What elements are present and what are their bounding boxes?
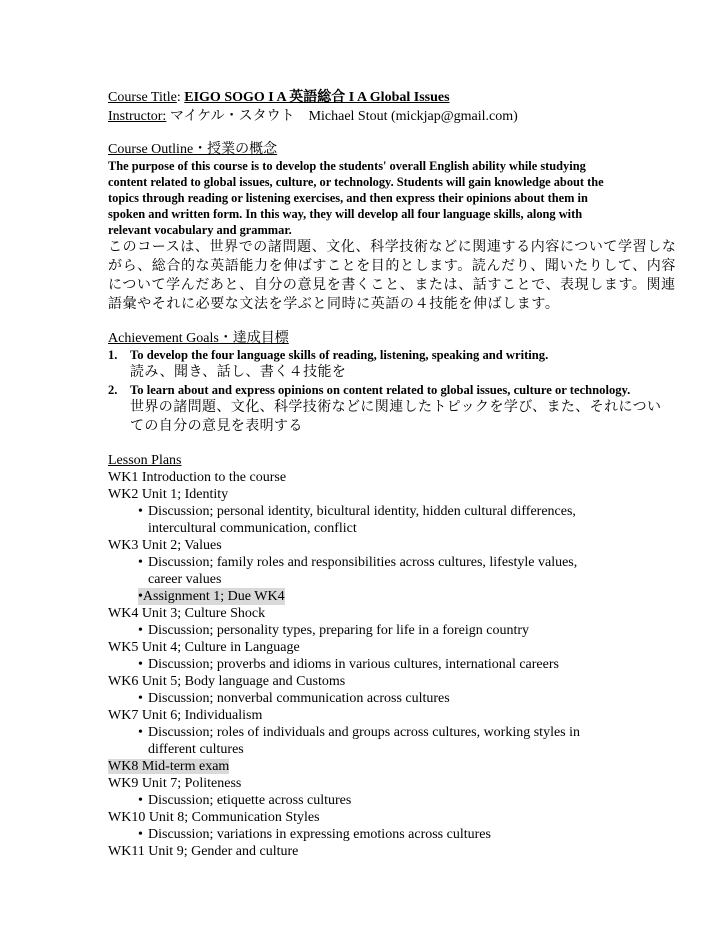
bullet-dot: • [138,589,143,604]
bullet-continuation: intercultural communication, conflict [148,521,357,536]
week-title: WK10 Unit 8; Communication Styles [108,810,320,825]
bullet-dot: • [138,691,143,706]
outline-japanese-line: 語彙やそれに必要な文法を学ぶと同時に英語の４技能を伸ばします。 [108,297,560,312]
bullet-dot: • [138,504,143,519]
week-title: WK5 Unit 4; Culture in Language [108,640,300,655]
week-title: WK3 Unit 2; Values [108,538,222,553]
goal-japanese: 世界の諸問題、文化、科学技術などに関連したトピックを学び、また、それについ [130,400,662,415]
goal-english: To develop the four language skills of reading, listening, speaking and writing. [130,348,549,362]
outline-english-line: relevant vocabulary and grammar. [108,223,292,237]
outline-japanese-line: がら、総合的な英語能力を伸ばすことを目的とします。読んだり、聞いたりして、内容 [108,259,676,274]
bullet-text: Discussion; etiquette across cultures [148,793,352,808]
bullet-text: Discussion; proverbs and idioms in various cultures, international careers [148,657,559,672]
week-bullet [108,792,708,809]
bullet-text: Discussion; nonverbal communication across cultures [148,691,450,706]
outline-japanese-line: このコースは、世界での諸問題、文化、科学技術などに関連する内容について学習しな [108,240,677,255]
goal-item [108,382,708,436]
bullet-dot: • [138,555,143,570]
week-title: WK1 Introduction to the course [108,470,287,485]
week-bullet [108,826,708,843]
week-title: WK2 Unit 1; Identity [108,487,229,502]
course-title-separator: : [176,90,185,105]
bullet-continuation: career values [148,572,222,587]
week-bullet [108,690,708,707]
course-title-value: EIGO SOGO I A 英語総合 I A Global Issues [184,90,450,105]
goal-number: 1. [108,348,118,362]
spacer [108,436,708,452]
outline-english-line: spoken and written form. In this way, they will develop all four language skills, along with [108,207,583,221]
spacer [108,314,708,330]
bullet-text: Assignment 1; Due WK4 [142,589,285,604]
course-title-line [108,89,708,106]
week-bullet [108,503,708,520]
outline-english-line: The purpose of this course is to develop the students' overall English ability while studying [108,159,586,173]
bullet-text: Discussion; roles of individuals and groups across cultures, working styles in [148,725,581,740]
course-title-label: Course Title [108,90,177,105]
week-bullet [108,622,708,639]
bullet-dot: • [138,793,143,808]
instructor-value: マイケル・スタウト Michael Stout (mickjap@gmail.com) [166,109,518,124]
outline-japanese-line: について学んだあと、自分の意見を書くこと、または、話すことで、表現します。関連 [108,278,676,293]
week-title: WK4 Unit 3; Culture Shock [108,606,266,621]
bullet-text: Discussion; variations in expressing emotions across cultures [148,827,491,842]
instructor-label: Instructor: [108,109,167,124]
bullet-text: Discussion; personal identity, bicultural identity, hidden cultural differences, [148,504,576,519]
bullet-continuation: different cultures [148,742,244,757]
week-bullet [108,656,708,673]
bullet-dot: • [138,623,143,638]
instructor-line [108,108,708,125]
document-page [108,89,708,860]
week-bullet [108,724,708,741]
goal-item [108,347,708,382]
outline-japanese [108,238,708,314]
week-title: WK8 Mid-term exam [108,759,230,774]
lessons-heading: Lesson Plans [108,453,182,468]
outline-english-line: topics through reading or listening exercises, and then express their opinions about them in [108,191,588,205]
bullet-dot: • [138,657,143,672]
goals-heading: Achievement Goals・達成目標 [108,331,289,346]
spacer [108,125,708,141]
goal-english: To learn about and express opinions on content related to global issues, culture or technology. [130,383,631,397]
week-title-highlighted [108,758,708,775]
goal-japanese: ての自分の意見を表明する [130,419,303,434]
bullet-dot: • [138,827,143,842]
bullet-dot: • [138,725,143,740]
week-bullet [108,554,708,571]
goal-number: 2. [108,383,118,397]
outline-english [108,158,708,238]
bullet-text: Discussion; personality types, preparing for life in a foreign country [148,623,530,638]
week-title: WK11 Unit 9; Gender and culture [108,844,299,859]
week-title: WK6 Unit 5; Body language and Customs [108,674,346,689]
outline-heading: Course Outline・授業の概念 [108,142,278,157]
week-bullet-highlighted [108,588,708,605]
week-title: WK9 Unit 7; Politeness [108,776,242,791]
outline-english-line: content related to global issues, culture, or technology. Students will gain knowledge about the [108,175,604,189]
goal-japanese: 読み、聞き、話し、書く４技能を [130,365,347,380]
week-title: WK7 Unit 6; Individualism [108,708,263,723]
bullet-text: Discussion; family roles and responsibilities across cultures, lifestyle values, [148,555,578,570]
